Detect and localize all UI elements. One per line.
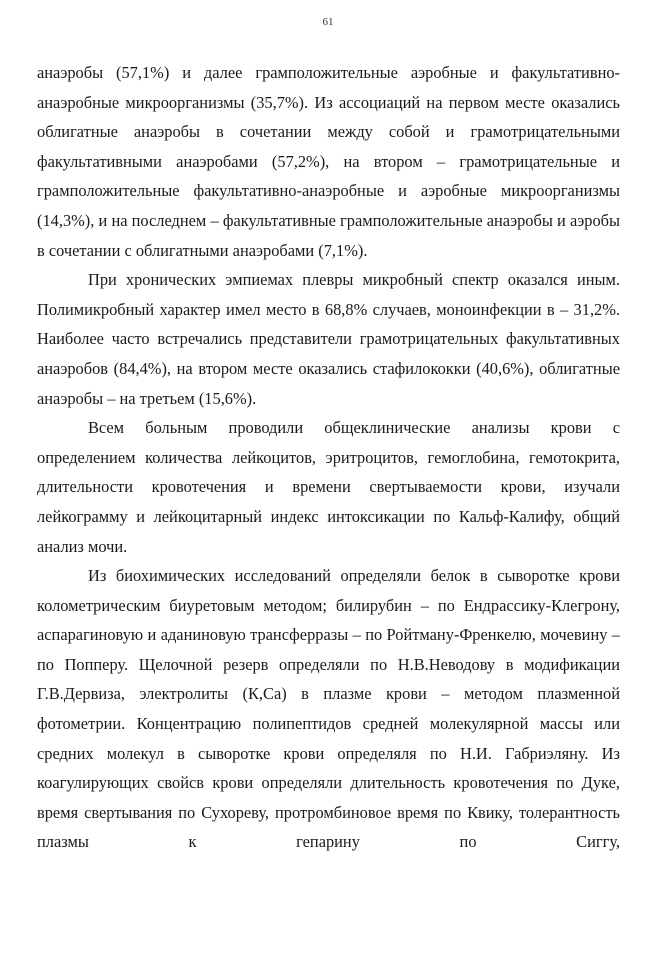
paragraph-1: анаэробы (57,1%) и далее грамположительные аэробные и факультативно-анаэробные микроорганизмы (35,7%). Из ассоциаций на первом месте оказались облигатные анаэробы в сочетании между собой и грамотрицательными факультативными анаэробами (57,2%), на втором – грамотрицательные и грамположительные факультативно-анаэробные и аэробные микроорганизмы (14,3%), и на последнем – факультативные грамположительные анаэробы и аэробы в сочетании с облигатными анаэробами (7,1%). [37, 63, 620, 260]
paragraph-3: Всем больным проводили общеклинические анализы крови с определением количества лейкоцитов, эритроцитов, гемоглобина, гемотокрита, длительности кровотечения и времени свертываемости крови, изучали лейкограмму и лейкоцитарный индекс интоксикации по Кальф-Калифу, общий анализ мочи. [37, 418, 620, 556]
paragraph-4: Из биохимических исследований определяли белок в сыворотке крови колометрическим биуретовым методом; билирубин – по Ендрассику-Клегрону, аспарагиновую и аданиновую трансферразы – по Ройтману-Френкелю, мочевину – по Попперу. Щелочной резерв определяли по Н.В.Неводову в модификации Г.В.Дервиза, электролиты (К,Са) в плазме крови – методом плазменной фотометрии. Концентрацию полипептидов средней молекулярной массы или средних молекул в сыворотке крови определяля по Н.И. Габриэляну. Из коагулирующих свойсв крови определяли длительность кровотечения по Дуке, время свертывания по Сухореву, протромбиновое время по Квику, толерантность плазмы к гепарину по Сиггу, [37, 566, 620, 852]
paragraph-2: При хронических эмпиемах плевры микробный спектр оказался иным. Полимикробный характер имел место в 68,8% случаев, моноинфекции в – 31,2%. Наиболее часто встречались представители грамотрицательных факультативных анаэробов (84,4%), на втором месте оказались стафилококки (40,6%), облигатные анаэробы – на третьем (15,6%). [37, 270, 620, 408]
page-number: 61 [322, 16, 334, 28]
body-text [37, 58, 620, 857]
